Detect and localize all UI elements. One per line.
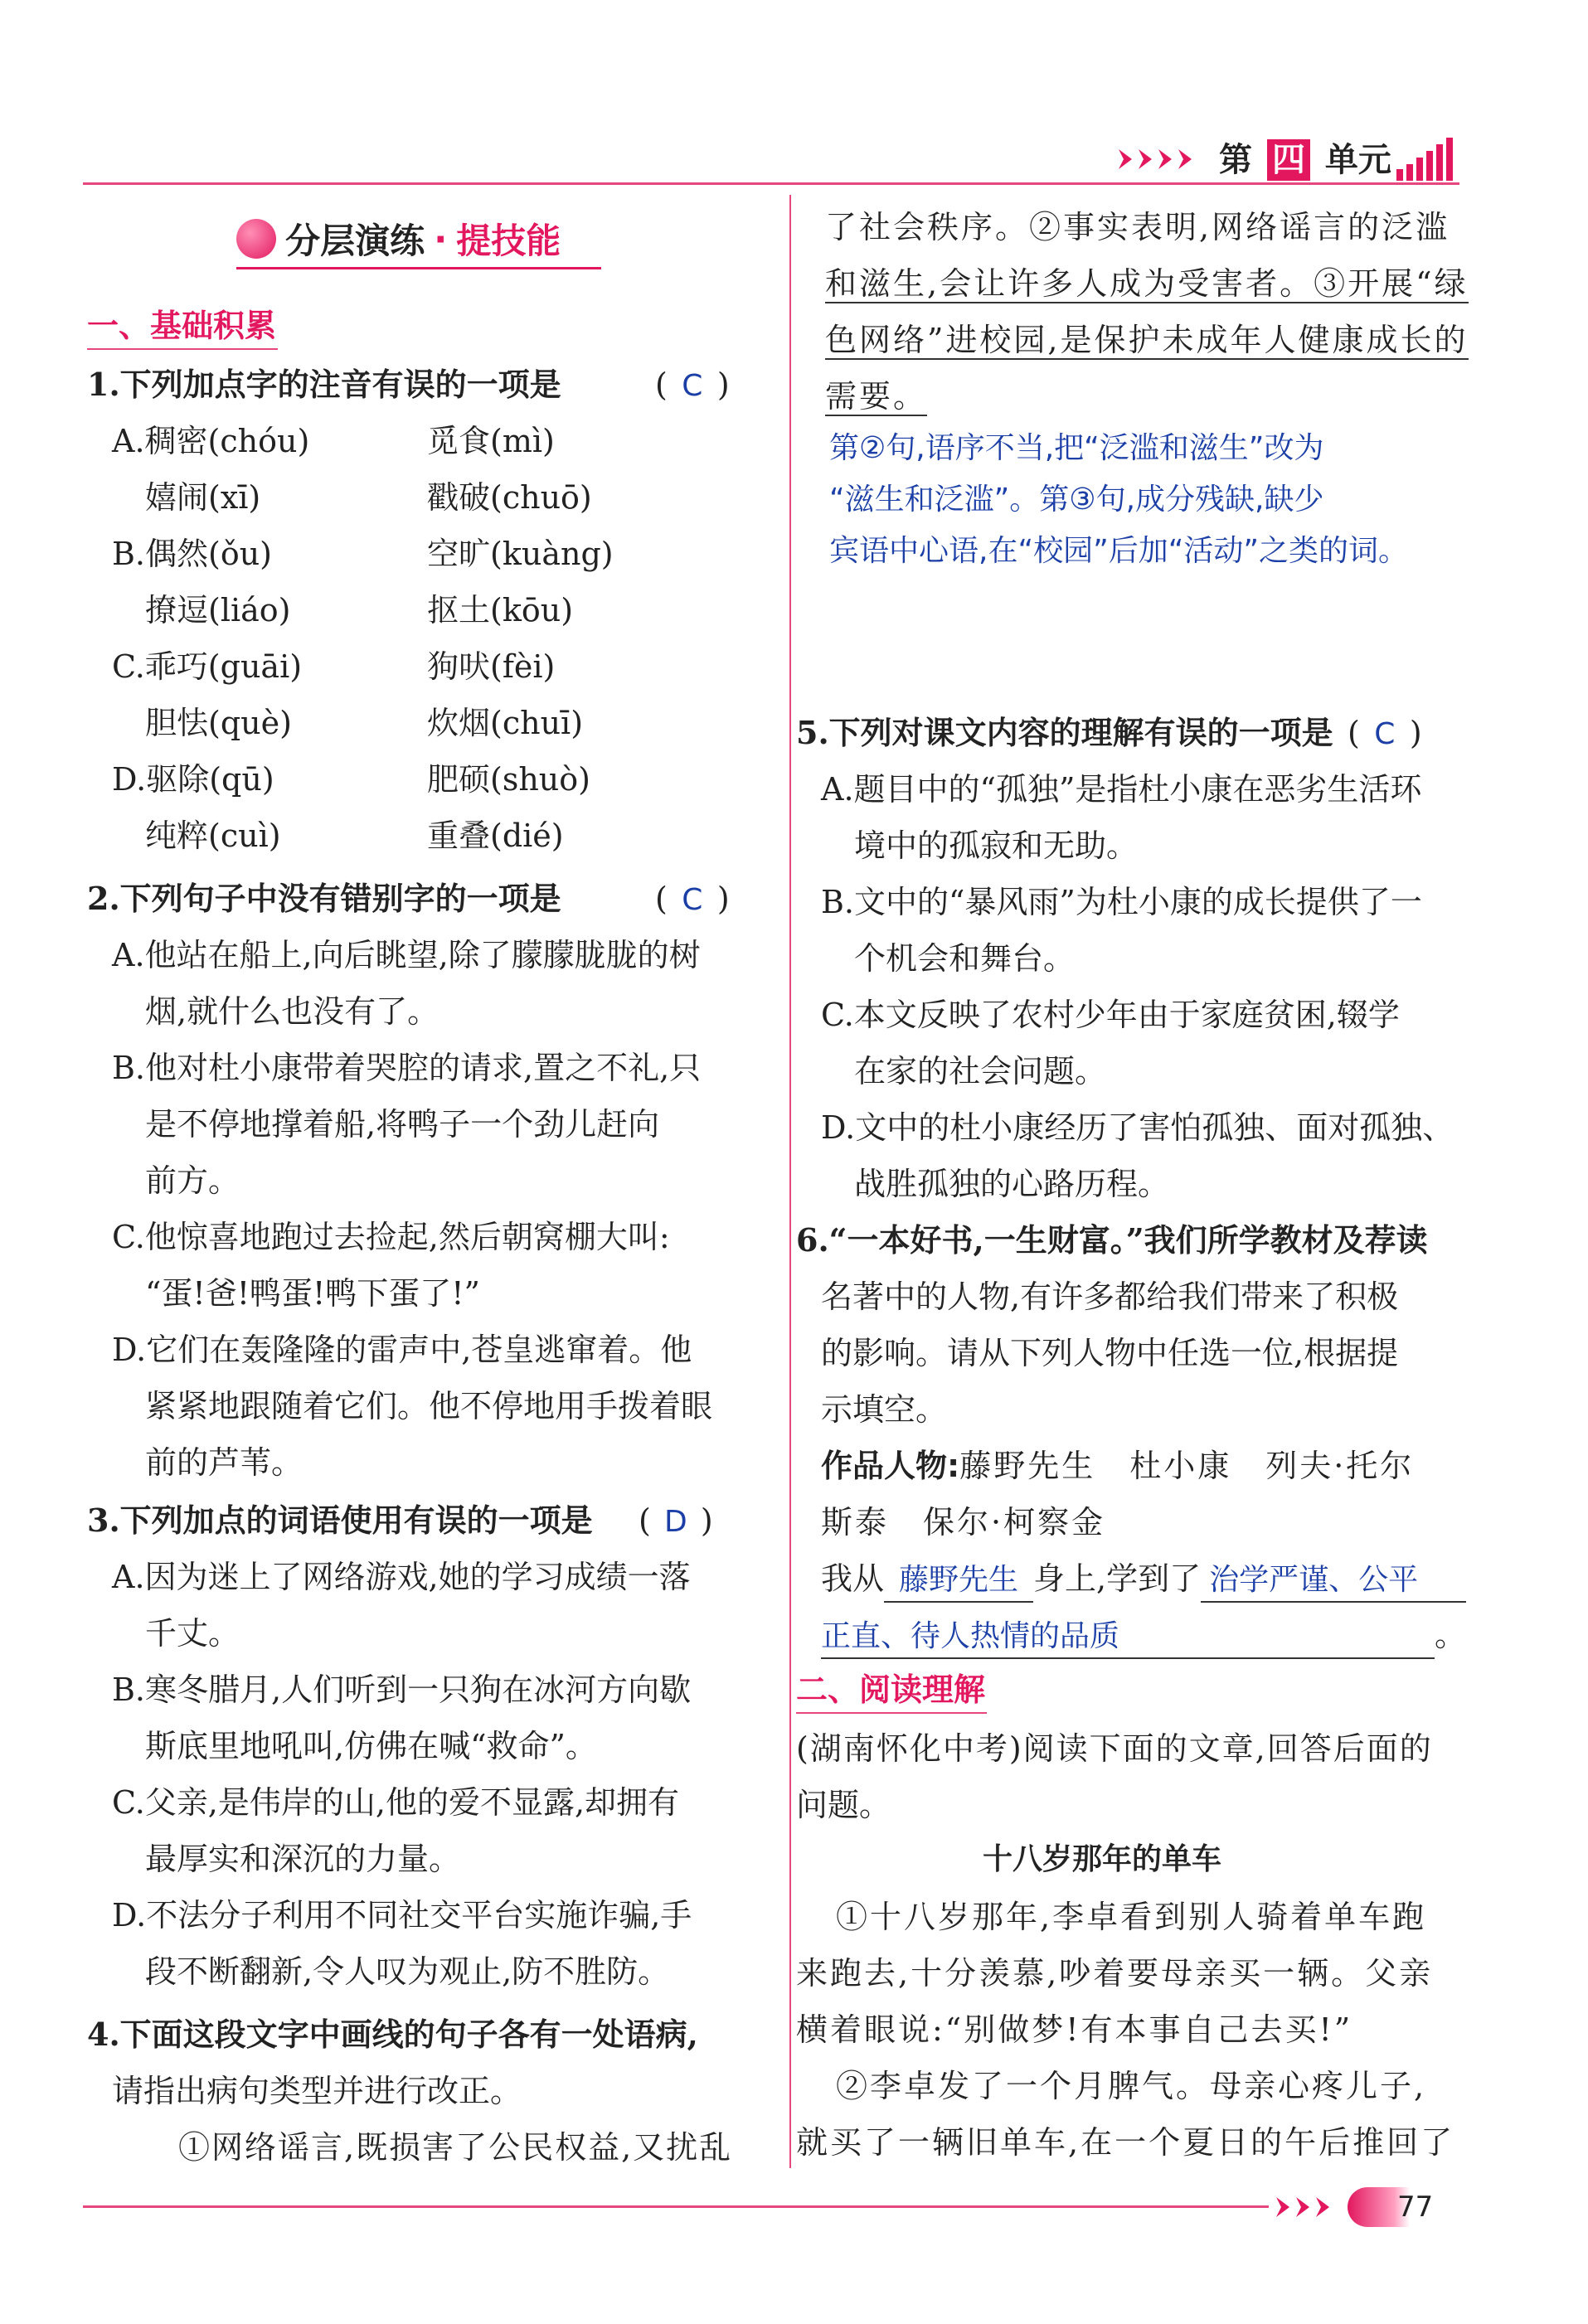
q2-line: A.他站在船上,向后眺望,除了朦朦胧胧的树 [112,937,701,973]
q3-line: 段不断翻新,令人叹为观止,防不胜防。 [145,1953,670,1990]
page-number-badge [1348,2187,1451,2227]
q3-line: D.不法分子利用不同社交平台实施诈骗,手 [112,1897,692,1933]
q3-line: B.寒冬腊月,人们听到一只狗在冰河方向歇 [112,1671,692,1708]
q4-passage-line [825,368,1469,425]
q2-answer: C [682,883,703,917]
q1-answer-bracket: ( C ) [655,357,730,415]
q6-people-label: 作品人物: [821,1448,960,1484]
reading-intro-2: 问题。 [796,1787,891,1823]
q4-underlined-sentence: 需要。 [825,378,928,415]
q6-fill [821,1550,1466,1607]
q5-line: 在家的社会问题。 [854,1053,1107,1089]
q6-fill-end: 。 [1435,1617,1467,1653]
q4-passage-line [825,199,1469,255]
q1-option-right: 重叠(dié) [427,818,564,854]
q1-option-right: 炊烟(chuī) [427,705,584,741]
q2-line: 紧紧地跟随着它们。他不停地用手拨着眼 [145,1388,713,1424]
q1-option-right: 觅食(mì) [427,423,555,459]
q5-line: 个机会和舞台。 [854,940,1076,977]
q1-option-left: 嬉闹(xī) [145,479,261,516]
q1-row [112,582,759,638]
unit-suffix: 单元 [1324,141,1391,179]
q2-line: D.它们在轰隆隆的雷声中,苍皇逃窜着。他 [112,1332,692,1368]
q6-people-line1: 藤野先生 杜小康 列夫·托尔 [959,1448,1415,1484]
q3-line: 斯底里地吼叫,仿佛在喊“救命”。 [145,1728,597,1764]
q4-passage-continued [825,199,1469,425]
unit-title [1219,139,1391,181]
unit-number: 四 [1267,139,1310,181]
q1-row [112,469,759,526]
q2-line: 前方。 [145,1162,240,1199]
q5-line: 境中的孤寂和无助。 [854,827,1139,864]
q1-row [112,413,759,469]
banner-subtitle: 提技能 [456,221,561,261]
q6-fill-mid: 身上,学到了 [1033,1560,1202,1597]
q6-fill-line2 [821,1607,1466,1663]
reading-intro-1: (湖南怀化中考)阅读下面的文章,回答后面的 [796,1730,1433,1767]
q1-option-right: 空旷(kuàng) [427,536,614,572]
page-number: 77 [1397,2191,1434,2224]
bar-signal-icon [1393,136,1459,186]
q4-passage-line [825,312,1469,368]
q1-row [112,695,759,751]
section-underline-basic [87,348,278,350]
section-banner [236,214,601,269]
q6-people [821,1438,1414,1494]
q3-line: 千丈。 [145,1615,240,1652]
q5-options [821,761,1454,1212]
q3-answer-bracket: ( D ) [639,1492,713,1550]
q5-answer: C [1374,717,1396,751]
q2-line: 烟,就什么也没有了。 [145,993,439,1030]
q5-line: 战胜孤独的心路历程。 [854,1166,1170,1202]
q6-fill-answer-1: 治学严谨、公平 [1201,1560,1466,1603]
q3-answer: D [663,1505,687,1539]
section-heading-basic: 一、基础积累 [87,308,277,344]
q3-options [112,1549,692,2000]
q6-line: 示填空。 [821,1391,948,1428]
q2-answer-bracket: ( C ) [655,871,730,929]
reading-line: ①十八岁那年,李卓看到别人骑着单车跑 [836,1899,1427,1935]
q1-options [112,413,759,864]
reading-line: 横着眼说:“别做梦!有本事自己去买!” [796,2011,1353,2048]
footer-rule [83,2205,1269,2208]
reading-line: ②李卓发了一个月脾气。母亲心疼儿子, [836,2068,1427,2104]
q4-underlined-sentence: 色网络”进校园,是保护未成年人健康成长的 [825,322,1469,358]
q5-answer-bracket: ( C ) [1348,705,1422,763]
q2-options [112,927,712,1491]
q3-stem: 3.下列加点的词语使用有误的一项是 [87,1502,593,1539]
q2-line: “蛋!爸!鸭蛋!鸭下蛋了!” [145,1275,480,1312]
q1-option-left: A.稠密(chóu) [112,423,310,459]
q1-option-right: 肥硕(shuò) [427,761,590,798]
header-rule [83,182,1459,185]
q4-answer [829,423,1408,577]
chevron-arrows-icon [1115,143,1198,179]
q4-answer-line: “滋生和泛滥”。第③句,成分残缺,缺少 [829,483,1324,517]
q1-option-left: 胆怯(què) [145,705,292,741]
q1-option-right: 抠土(kōu) [427,592,574,628]
q6-fill-person: 藤野先生 [884,1560,1033,1603]
q3-line: C.父亲,是伟岸的山,他的爱不显露,却拥有 [112,1784,680,1821]
q1-option-right: 狗吠(fèi) [427,648,556,685]
q1-stem: 1.下列加点字的注音有误的一项是 [87,366,561,403]
reading-title: 十八岁那年的单车 [983,1842,1222,1876]
q4-passage-line [825,255,1469,312]
q6-line: 名著中的人物,有许多都给我们带来了积极 [821,1278,1399,1315]
q5-line: D.文中的杜小康经历了害怕孤独、面对孤独、 [821,1109,1454,1146]
section-underline-reading [796,1712,987,1714]
q1-option-left: 纯粹(cuì) [145,818,281,854]
q1-option-left: C.乖巧(guāi) [112,648,303,685]
footer-chevrons-icon [1273,2191,1339,2227]
q4-stem-1: 4.下面这段文字中画线的句子各有一处语病, [87,2016,698,2053]
q2-line: 是不停地撑着船,将鸭子一个劲儿赶向 [145,1106,660,1143]
q5-line: A.题目中的“孤独”是指杜小康在恶劣生活环 [821,771,1422,808]
reading-passage [796,1889,1454,2171]
q1-option-left: D.驱除(qū) [112,761,274,798]
q1-option-left: B.偶然(ǒu) [112,536,273,572]
reading-line: 来跑去,十分羡慕,吵着要母亲买一辆。父亲 [796,1955,1434,1992]
q4-underlined-sentence: 和滋生,会让许多人成为受害者。③开展“绿 [825,265,1469,302]
q5-stem: 5.下列对课文内容的理解有误的一项是 [796,714,1333,751]
q4-answer-line: 第②句,语序不当,把“泛滥和滋生”改为 [829,431,1324,465]
q3-line: A.因为迷上了网络游戏,她的学习成绩一落 [112,1559,691,1595]
section-heading-reading: 二、阅读理解 [796,1671,986,1708]
q5-line: C.本文反映了农村少年由于家庭贫困,辍学 [821,997,1400,1033]
q1-row [112,638,759,695]
q1-answer: C [682,369,703,403]
reading-line: 就买了一辆旧单车,在一个夏日的午后推回了 [796,2124,1455,2161]
q1-option-left: 撩逗(liáo) [145,592,291,628]
q2-line: 前的芦苇。 [145,1444,304,1481]
q2-line: B.他对杜小康带着哭腔的请求,置之不礼,只 [112,1050,702,1086]
q1-row [112,526,759,582]
q6-fill-answer-2: 正直、待人热情的品质 [821,1616,1435,1659]
q6-stem [796,1212,1428,1438]
q1-row [112,751,759,808]
banner-dot: · [434,218,448,260]
q4-passage-start: ①网络谣言,既损害了公民权益,又扰乱 [178,2129,733,2166]
banner-title: 分层演练 [285,221,425,261]
q6-people-cont: 斯泰 保尔·柯察金 [821,1504,1106,1540]
q4-passage-text: 了社会秩序。②事实表明,网络谣言的泛滥 [825,209,1450,245]
banner-underline [236,267,601,269]
unit-prefix: 第 [1219,141,1252,179]
column-divider [789,195,791,2168]
q6-fill-prefix: 我从 [821,1560,885,1597]
q3-line: 最厚实和深沉的力量。 [145,1841,461,1877]
q2-stem: 2.下列句子中没有错别字的一项是 [87,880,561,917]
q1-row [112,808,759,864]
q6-line: 6.“一本好书,一生财富。”我们所学教材及荐读 [796,1221,1428,1259]
q4-stem-2: 请指出病句类型并进行改正。 [112,2073,522,2109]
banner-ball-icon [236,219,276,259]
q6-line: 的影响。请从下列人物中任选一位,根据提 [821,1335,1399,1371]
header [0,0,1588,191]
q1-option-right: 戳破(chuō) [427,479,592,516]
q2-line: C.他惊喜地跑过去捡起,然后朝窝棚大叫: [112,1219,670,1255]
q5-line: B.文中的“暴风雨”为杜小康的成长提供了一 [821,884,1422,920]
q4-answer-line: 宾语中心语,在“校园”后加“活动”之类的词。 [829,534,1409,568]
